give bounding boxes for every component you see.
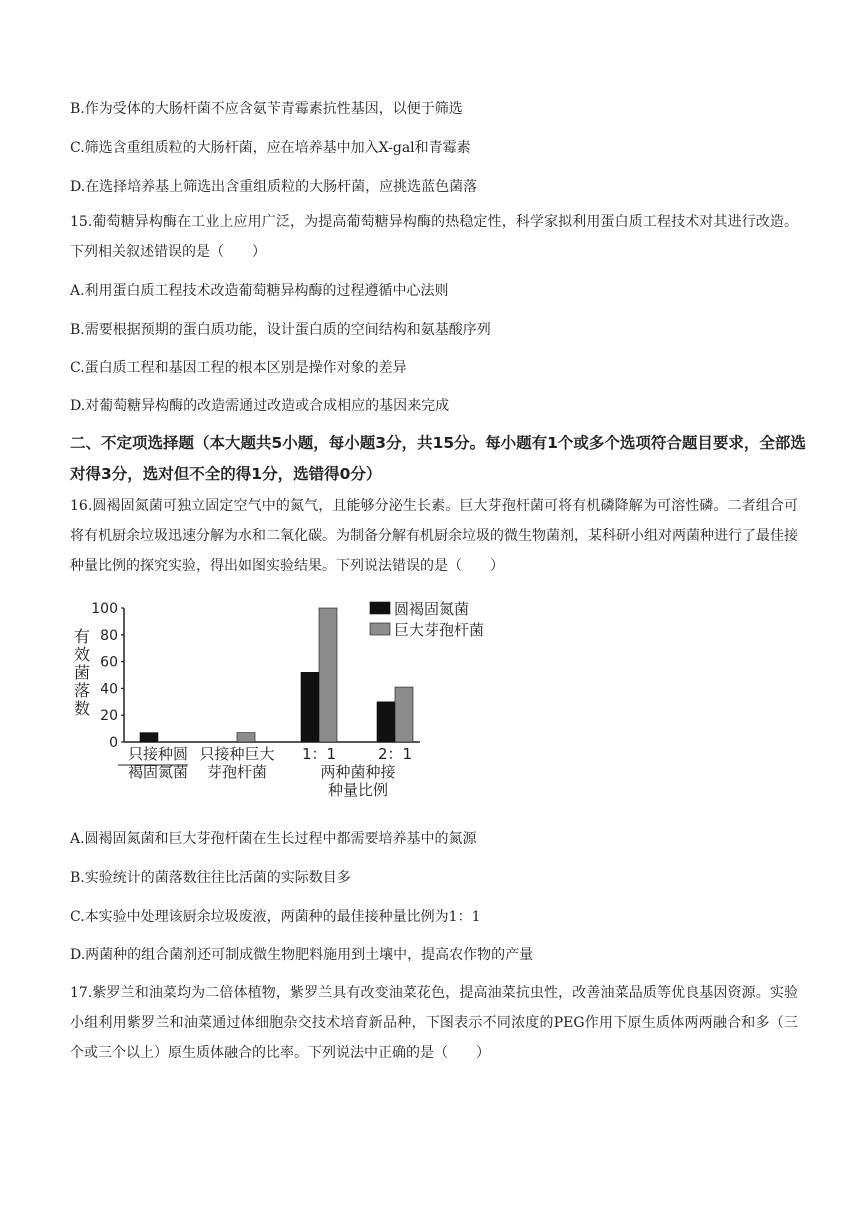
bar-bacillus-3 xyxy=(395,687,413,742)
question-b: B.作为受体的大肠杆菌不应含氨苄青霉素抗性基因，以便于筛选 xyxy=(70,101,463,117)
bar-azotobacter-3 xyxy=(377,702,395,742)
bar-bacillus-2 xyxy=(319,608,337,742)
q15-option-d: D.对葡萄糖异构酶的改造需通过改造或合成相应的基因来完成 xyxy=(70,398,450,414)
y-tick-label: 0 xyxy=(109,735,118,751)
q17-stem: 17.紫罗兰和油菜均为二倍体植物，紫罗兰具有改变油菜花色，提高油菜抗虫性，改善油菜品质等优良基因资源。实验小组利用紫罗兰和油菜通过体细胞杂交技术培育新品种，下图表示不同浓度的PEG作用下原生质体两两融合和多（三个或三个以上）原生质体融合的比率。下列说法中正确的是（ ） xyxy=(70,985,798,1061)
legend-label: 圆褐固氮菌 xyxy=(394,600,470,618)
question-d: D.在选择培养基上筛选出含重组质粒的大肠杆菌，应挑选蓝色菌落 xyxy=(70,179,478,195)
x-group-label: 两种菌种接 xyxy=(320,763,396,781)
x-group-label: 种量比例 xyxy=(327,781,389,799)
x-tick-label: 1：1 xyxy=(301,745,337,763)
y-tick-label: 60 xyxy=(100,654,118,671)
y-axis-label xyxy=(74,627,90,718)
bar-chart xyxy=(62,592,512,810)
legend-swatch xyxy=(370,602,390,614)
q15-option-a: A.利用蛋白质工程技术改造葡萄糖异构酶的过程遵循中心法则 xyxy=(70,283,449,299)
y-label-char: 数 xyxy=(73,699,91,718)
x-tick-label: 只接种圆 xyxy=(127,745,189,763)
y-tick-label: 20 xyxy=(100,708,118,725)
x-tick-label: 褐固氮菌 xyxy=(127,763,189,781)
legend-label: 巨大芽孢杆菌 xyxy=(394,621,485,639)
q16-option-b: B.实验统计的菌落数往往比活菌的实际数目多 xyxy=(70,870,351,886)
q16-option-a: A.圆褐固氮菌和巨大芽孢杆菌在生长过程中都需要培养基中的氮源 xyxy=(70,831,477,847)
legend-swatch xyxy=(370,623,390,635)
section-heading: 二、不定项选择题（本大题共5小题，每小题3分，共15分。每小题有1个或多个选项符合题目要求，全部选对得3分，选对但不全的得1分，选错得0分） xyxy=(70,434,806,483)
y-label-char: 有 xyxy=(73,627,91,646)
y-tick-label: 80 xyxy=(100,627,118,644)
x-tick-label: 只接种巨大 xyxy=(199,745,275,763)
bar-bacillus-1 xyxy=(237,733,255,742)
x-tick-label: 2：1 xyxy=(377,745,413,763)
y-label-char: 菌 xyxy=(73,663,91,682)
bar-azotobacter-2 xyxy=(301,672,319,742)
legend xyxy=(370,600,484,639)
y-tick-label: 100 xyxy=(91,601,118,617)
q16-option-c: C.本实验中处理该厨余垃圾废液，两菌种的最佳接种量比例为1：1 xyxy=(70,909,481,925)
q16-stem: 16.圆褐固氮菌可独立固定空气中的氮气，且能够分泌生长素。巨大芽孢杆菌可将有机磷降解为可溶性磷。二者组合可将有机厨余垃圾迅速分解为水和二氧化碳。为制备分解有机厨余垃圾的微生物菌剂，某科研小组对两菌种进行了最佳接种量比例的探究实验，得出如图实验结果。下列说法错误的是（ ） xyxy=(70,498,798,574)
question-c: C.筛选含重组质粒的大肠杆菌，应在培养基中加入X-gal和青霉素 xyxy=(70,140,471,156)
y-axis-ticks xyxy=(91,601,124,751)
y-tick-label: 40 xyxy=(100,681,118,698)
bar-azotobacter-0 xyxy=(140,733,158,742)
q15-option-c: C.蛋白质工程和基因工程的根本区别是操作对象的差异 xyxy=(70,360,407,376)
q15-stem: 15.葡萄糖异构酶在工业上应用广泛，为提高葡萄糖异构酶的热稳定性，科学家拟利用蛋白质工程技术对其进行改造。下列相关叙述错误的是（ ） xyxy=(70,214,798,260)
q15-option-b: B.需要根据预期的蛋白质功能，设计蛋白质的空间结构和氨基酸序列 xyxy=(70,322,491,338)
q16-option-d: D.两菌种的组合菌剂还可制成微生物肥料施用到土壤中，提高农作物的产量 xyxy=(70,947,534,963)
x-tick-label: 芽孢杆菌 xyxy=(206,763,268,781)
y-label-char: 落 xyxy=(73,681,91,700)
y-label-char: 效 xyxy=(73,645,91,664)
